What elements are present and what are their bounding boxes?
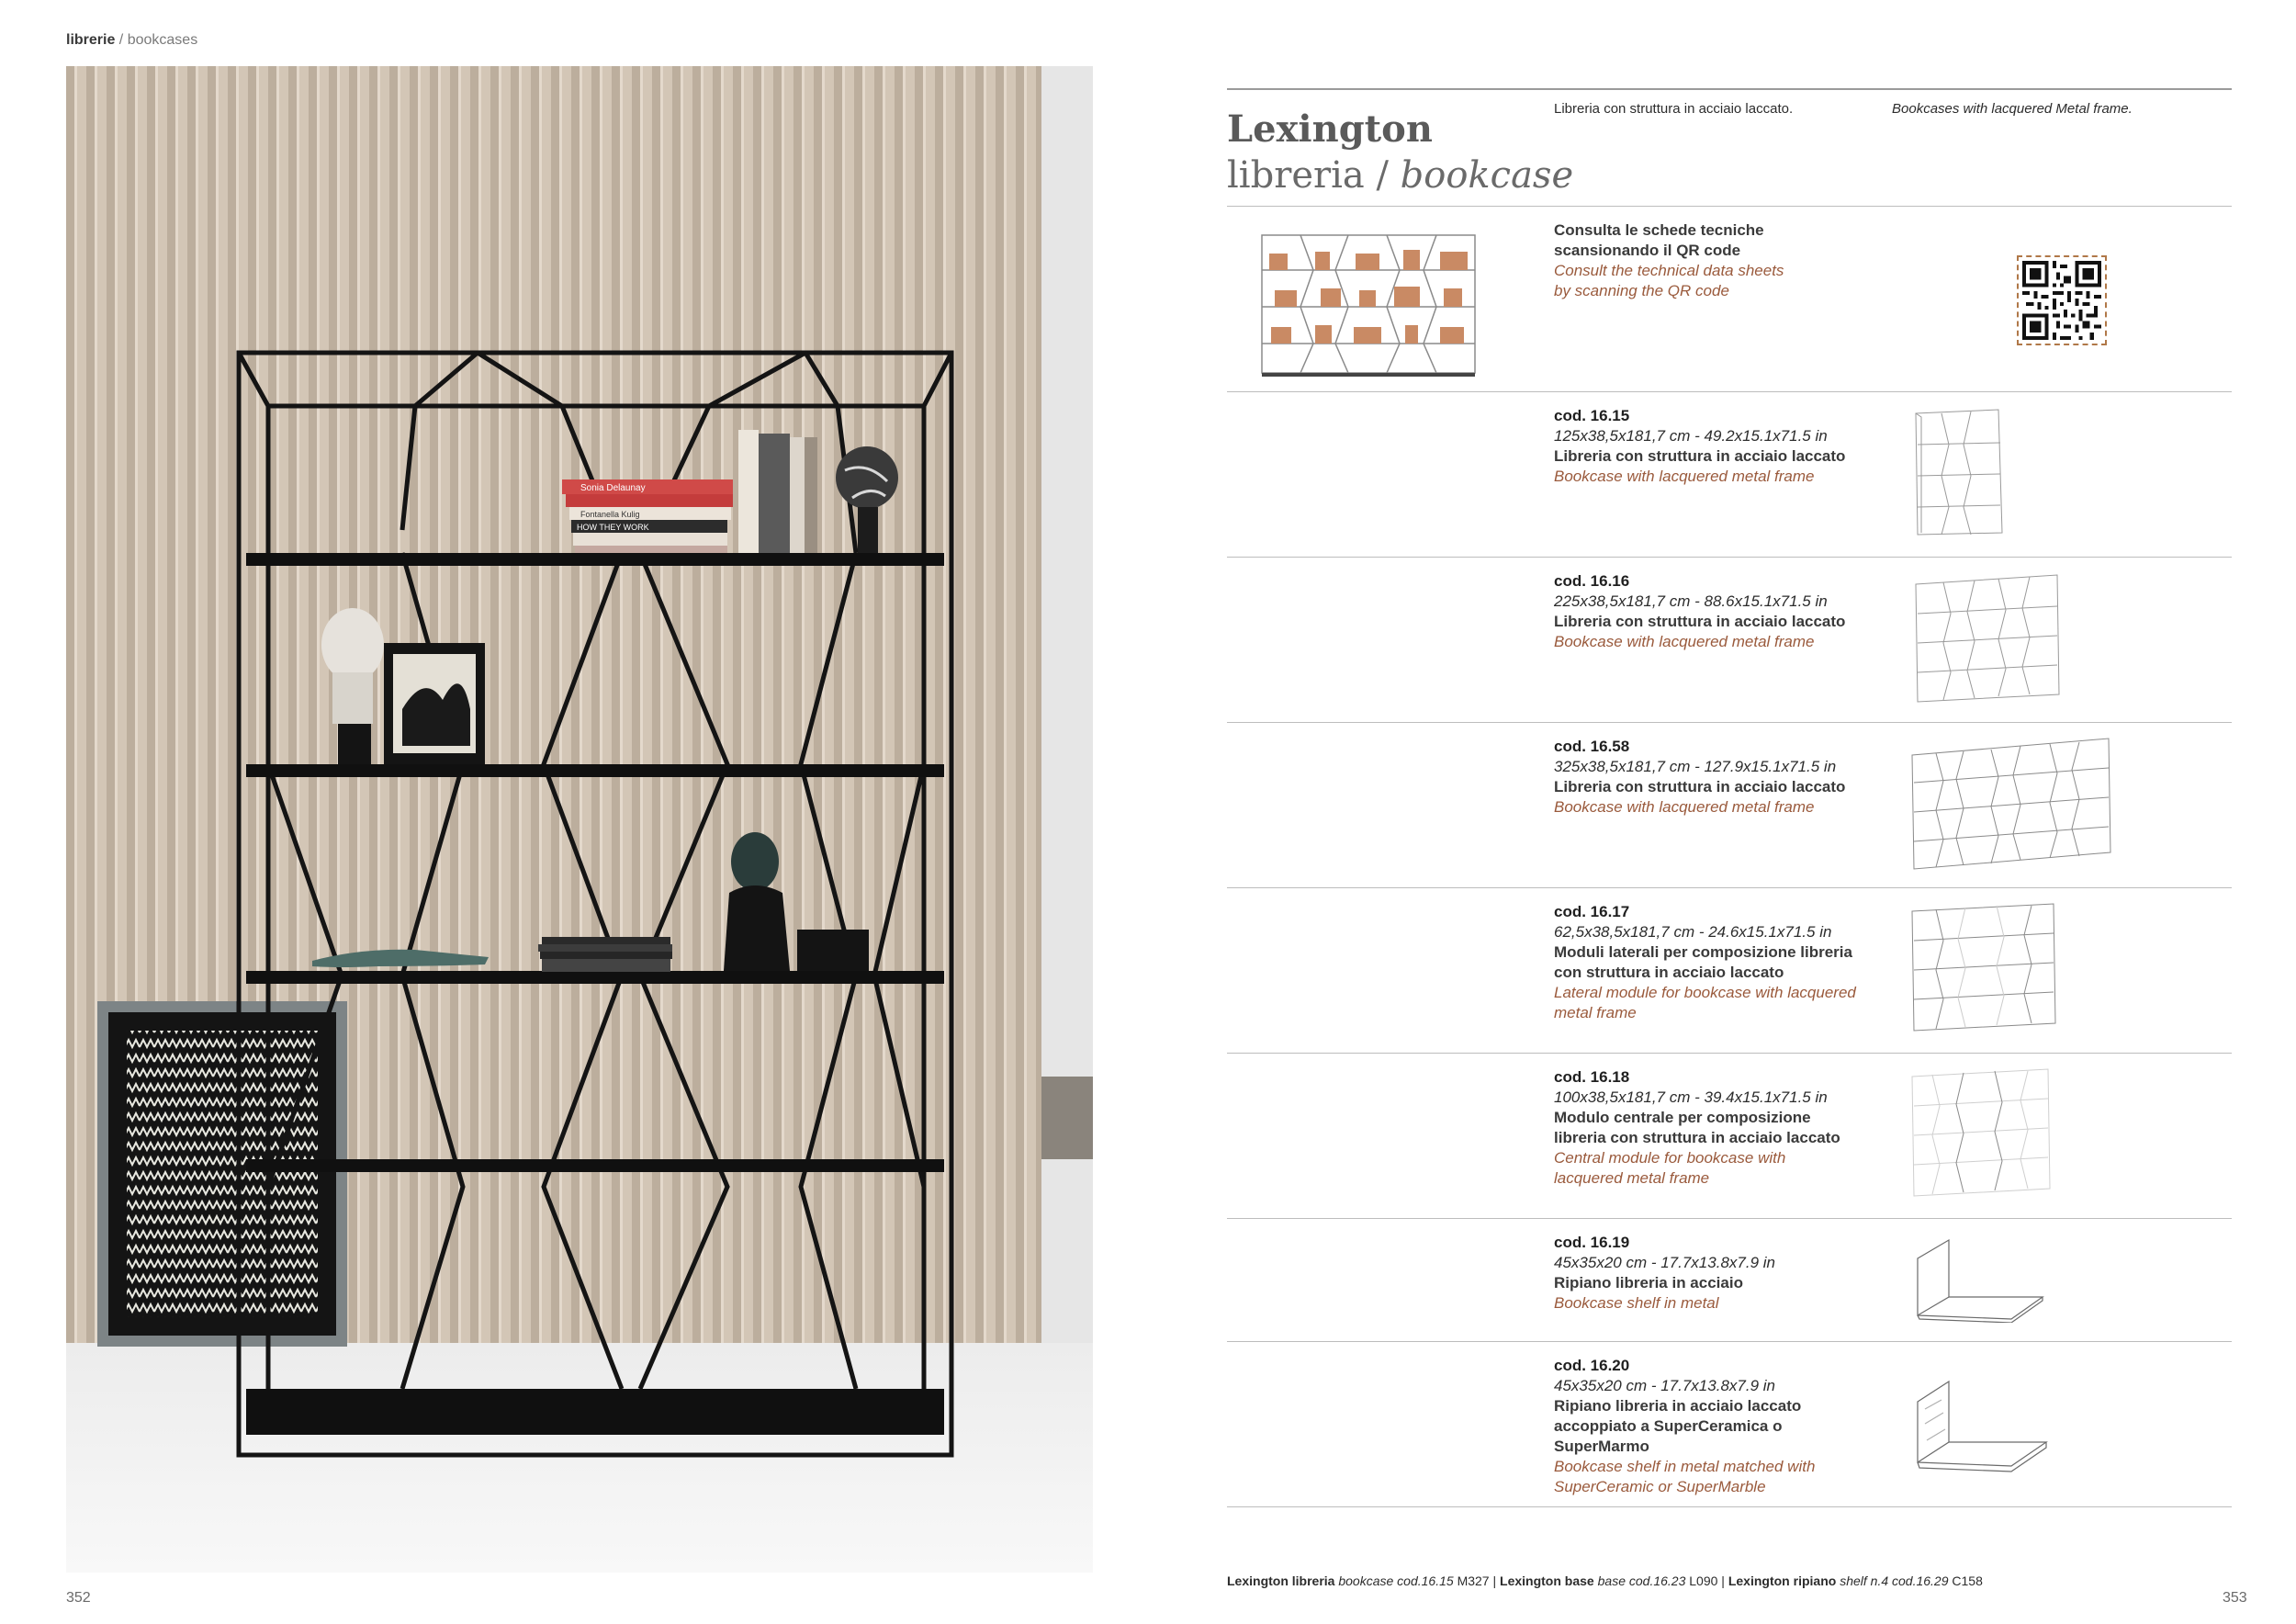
product-dimensions: 225x38,5x181,7 cm - 88.6x15.1x71.5 in	[1554, 592, 1828, 610]
item-divider	[1227, 722, 2232, 723]
product-text-en: Bookcase with lacquered metal frame	[1554, 633, 1815, 650]
product-drawing-16-58	[1908, 735, 2114, 873]
product-drawing-16-15	[1910, 408, 2008, 536]
product-text-it: SuperMarmo	[1554, 1438, 1649, 1455]
product-text-it: libreria con struttura in acciaio laccato	[1554, 1129, 1840, 1146]
product-text-en: Central module for bookcase with	[1554, 1149, 1786, 1167]
breadcrumb-sub[interactable]: bookcases	[127, 32, 198, 48]
item-divider	[1227, 1218, 2232, 1219]
product-text-en: Lateral module for bookcase with lacquered	[1554, 984, 1856, 1001]
product-photo	[66, 66, 1093, 1573]
product-text-it: con struttura in acciaio laccato	[1554, 964, 1784, 981]
product-text-en: Bookcase shelf in metal matched with	[1554, 1458, 1816, 1475]
product-dimensions: 325x38,5x181,7 cm - 127.9x15.1x71.5 in	[1554, 758, 1837, 775]
product-text-en: metal frame	[1554, 1004, 1637, 1021]
product-text-it: Libreria con struttura in acciaio laccato	[1554, 613, 1846, 630]
qr-code-icon[interactable]	[2017, 255, 2107, 345]
qr-text-it-2: scansionando il QR code	[1554, 242, 1741, 259]
product-item-16-17	[1554, 902, 1921, 1023]
product-drawing-16-20	[1908, 1372, 2052, 1473]
product-item-16-15	[1554, 406, 1921, 487]
product-text-it: Moduli laterali per composizione libreria	[1554, 943, 1852, 961]
product-dimensions: 100x38,5x181,7 cm - 39.4x15.1x71.5 in	[1554, 1088, 1828, 1106]
product-text-it: Modulo centrale per composizione	[1554, 1109, 1811, 1126]
section-divider	[1227, 391, 2232, 392]
product-description-it: Libreria con struttura in acciaio laccato.	[1554, 101, 1794, 117]
product-text-en: Bookcase with lacquered metal frame	[1554, 468, 1815, 485]
product-name: Lexington	[1227, 107, 1433, 151]
qr-instructions	[1554, 220, 1829, 301]
item-divider	[1227, 1506, 2232, 1507]
svg-text:Fontanella Kulig: Fontanella Kulig	[580, 510, 640, 519]
photo-caption: Lexington libreria bookcase cod.16.15 M327 | Lexington base base cod.16.23 L090 | Lexington ripiano shelf n.4 cod.16.29 C158	[1227, 1573, 1983, 1588]
qr-text-en-2: by scanning the QR code	[1554, 282, 1729, 299]
product-title	[1227, 107, 1573, 198]
product-description-en: Bookcases with lacquered Metal frame.	[1892, 101, 2133, 117]
product-drawing-16-19	[1908, 1231, 2048, 1323]
product-dimensions: 45x35x20 cm - 17.7x13.8x7.9 in	[1554, 1254, 1775, 1271]
product-text-it: Libreria con struttura in acciaio laccato	[1554, 778, 1846, 795]
product-item-16-16	[1554, 571, 1921, 652]
product-item-16-20	[1554, 1356, 1921, 1497]
product-code: cod. 16.18	[1554, 1068, 1630, 1086]
product-drawing-16-16	[1910, 571, 2065, 705]
product-text-en: Bookcase shelf in metal	[1554, 1294, 1719, 1312]
artwork-frame	[97, 1001, 347, 1347]
product-code: cod. 16.15	[1554, 407, 1630, 424]
item-divider	[1227, 1053, 2232, 1054]
svg-text:HOW THEY WORK: HOW THEY WORK	[577, 523, 649, 532]
product-dimensions: 62,5x38,5x181,7 cm - 24.6x15.1x71.5 in	[1554, 923, 1832, 941]
product-drawing-16-17	[1908, 900, 2059, 1034]
product-code: cod. 16.19	[1554, 1234, 1630, 1251]
product-drawing-16-18	[1908, 1066, 2055, 1200]
product-code: cod. 16.16	[1554, 572, 1630, 590]
bookcase-thumbnail	[1256, 230, 1480, 381]
svg-text:Sonia Delaunay: Sonia Delaunay	[580, 483, 646, 493]
qr-text-it-1: Consulta le schede tecniche	[1554, 221, 1764, 239]
product-item-16-58	[1554, 737, 1921, 818]
product-text-en: lacquered metal frame	[1554, 1169, 1710, 1187]
product-code: cod. 16.17	[1554, 903, 1630, 920]
product-item-16-19	[1554, 1233, 1921, 1314]
product-text-it: Ripiano libreria in acciaio	[1554, 1274, 1743, 1291]
product-dimensions: 45x35x20 cm - 17.7x13.8x7.9 in	[1554, 1377, 1775, 1394]
page-number-right: 353	[2223, 1590, 2247, 1606]
product-text-it: Libreria con struttura in acciaio laccato	[1554, 447, 1846, 465]
product-item-16-18	[1554, 1067, 1921, 1189]
breadcrumb[interactable]	[66, 32, 197, 49]
item-divider	[1227, 557, 2232, 558]
item-divider	[1227, 1341, 2232, 1342]
product-type: libreria / bookcase	[1227, 154, 1574, 197]
top-rule	[1227, 88, 2232, 90]
product-dimensions: 125x38,5x181,7 cm - 49.2x15.1x71.5 in	[1554, 427, 1828, 445]
breadcrumb-separator: /	[115, 32, 128, 48]
section-divider	[1227, 206, 2232, 207]
breadcrumb-section[interactable]: librerie	[66, 32, 116, 48]
product-code: cod. 16.20	[1554, 1357, 1630, 1374]
item-divider	[1227, 887, 2232, 888]
product-text-en: SuperCeramic or SuperMarble	[1554, 1478, 1766, 1495]
page-number-left: 352	[66, 1590, 91, 1606]
product-text-it: accoppiato a SuperCeramica o	[1554, 1417, 1783, 1435]
product-text-en: Bookcase with lacquered metal frame	[1554, 798, 1815, 816]
qr-text-en-1: Consult the technical data sheets	[1554, 262, 1784, 279]
product-code: cod. 16.58	[1554, 738, 1630, 755]
product-text-it: Ripiano libreria in acciaio laccato	[1554, 1397, 1802, 1415]
